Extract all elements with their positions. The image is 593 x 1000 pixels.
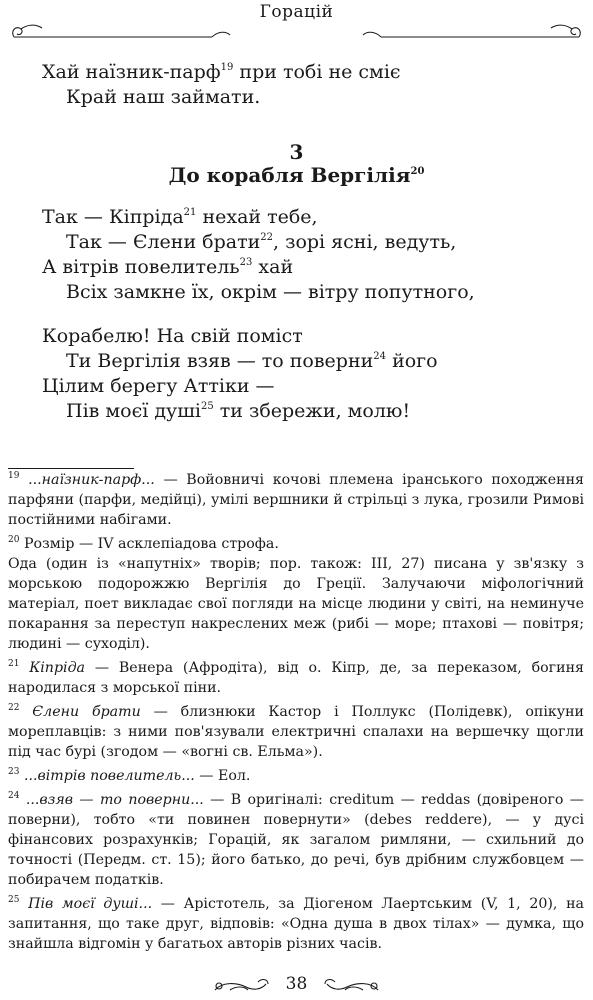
footnote-term: Кіпріда (19, 660, 86, 676)
footnote-ref[interactable]: 24 (373, 351, 387, 362)
footnote-number: 25 (8, 895, 20, 905)
footnote-text: — Арістотель, за Діогеном Лаертським (V, 1, 20), на запитання, що таке друг, відповів: «Одна душа в двох тілах» — думка, що знайшла відгомін у багатьох авторів різних часів. (8, 896, 584, 952)
verse-line: Ти Вергілія взяв — то поверни$^{24}$ його (66, 350, 438, 372)
page-footer (0, 960, 593, 1000)
footnote-number: 23 (8, 767, 20, 777)
footnote-ref[interactable]: 19 (220, 62, 234, 73)
footnotes (8, 470, 584, 958)
running-title: Горацій (259, 2, 334, 22)
verse-line: Так — Кіпріда$^{21}$ нехай тебе, (42, 206, 318, 228)
verse-line: Пів моєї душі$^{25}$ ти збережи, молю! (66, 400, 411, 422)
footnote-text: — Еол. (194, 768, 251, 784)
footnote-number: 24 (8, 791, 20, 801)
footnote-term: Єлени брати (19, 704, 141, 720)
verse-line: Цілим берегу Аттіки — (42, 375, 275, 397)
footnote-term: Пів моєї душі... (19, 896, 153, 912)
footnote-number: 19 (8, 471, 20, 481)
footnote-text: — В оригіналі: creditum — reddas (довіреного — поверни), тобто «ти повинен повернути» (debes reddere), — у дусі фінансових розрахунків; Горацій, як загалом римляни, — схильний до точності (Передм. ст. 15); його батько, до речі, був дрібним службовцем — побирачем податків. (8, 792, 584, 888)
page-number: 38 (285, 974, 308, 994)
footnote-22 (8, 702, 584, 762)
footnote-ref[interactable]: 25 (200, 401, 214, 412)
footnote-ref[interactable]: 22 (260, 232, 274, 243)
verse-line: Так — Єлени брати$^{22}$, зорі ясні, ведуть, (66, 231, 457, 253)
footnote-25 (8, 894, 584, 954)
footnote-24 (8, 790, 584, 890)
verse-line: А вітрів повелитель$^{23}$ хай (42, 256, 294, 278)
footnote-term: ...наїзник-парф... (19, 472, 155, 488)
running-header (0, 0, 593, 44)
verse-line: Корабелю! На свій поміст (42, 325, 303, 347)
footnote-20 (8, 534, 584, 654)
verse-line: Всіх замкне їх, окрім — вітру попутного, (66, 281, 475, 303)
footnote-separator (8, 468, 134, 469)
footnote-text: — Венера (Афродіта), від о. Кіпр, де, за переказом, богиня народилася з морської піни. (8, 660, 584, 696)
footnote-number: 22 (8, 703, 20, 713)
footnote-23 (8, 766, 584, 786)
footnote-number: 21 (8, 659, 20, 669)
footnote-21 (8, 658, 584, 698)
footnote-ref[interactable]: 23 (239, 257, 253, 268)
footnote-term: ...вітрів повелитель... (19, 768, 195, 784)
verse-line: Хай наїзник-парф$^{19}$ при тобі не сміє (42, 61, 401, 83)
footnote-text: Розмір — IV асклепіадова строфа. (19, 536, 279, 552)
footnote-ref[interactable]: 21 (183, 207, 197, 218)
poem-number: 3 (289, 140, 304, 164)
footnote-ref[interactable]: 20 (410, 166, 425, 177)
footnote-number: 20 (8, 535, 20, 545)
verse-line: Край наш займати. (66, 86, 261, 108)
footnote-19 (8, 470, 584, 530)
footnote-text: — Войовничі кочові племена іранського походження парфяни (парфи, медійці), умілі вершники й стрільці з лука, грозили Римові постійними набігами. (8, 472, 584, 528)
footnote-term: ...взяв — то поверни... (19, 792, 204, 808)
poem-title: До корабля Вергілія$^{20}$ (168, 163, 425, 187)
footnote-text: Ода (один із «напутніх» творів; пор. також: ІІІ, 27) писана у зв'язку з морською подорожжю Вергілія до Греції. Залучаючи міфологічний матеріал, поет викладає свої погляди на місце людини у світі, на неминуче покарання за переступ накреслених меж (рибі — море; птахові — повітря; людині — суходіл). (8, 556, 584, 652)
footnote-text: — близнюки Кастор і Поллукс (Полідевк), опікуни мореплавців: з ними пов'язували електричні спалахи на вершечку щогли під час бурі (згодом — «вогні св. Ельма»). (8, 704, 584, 760)
